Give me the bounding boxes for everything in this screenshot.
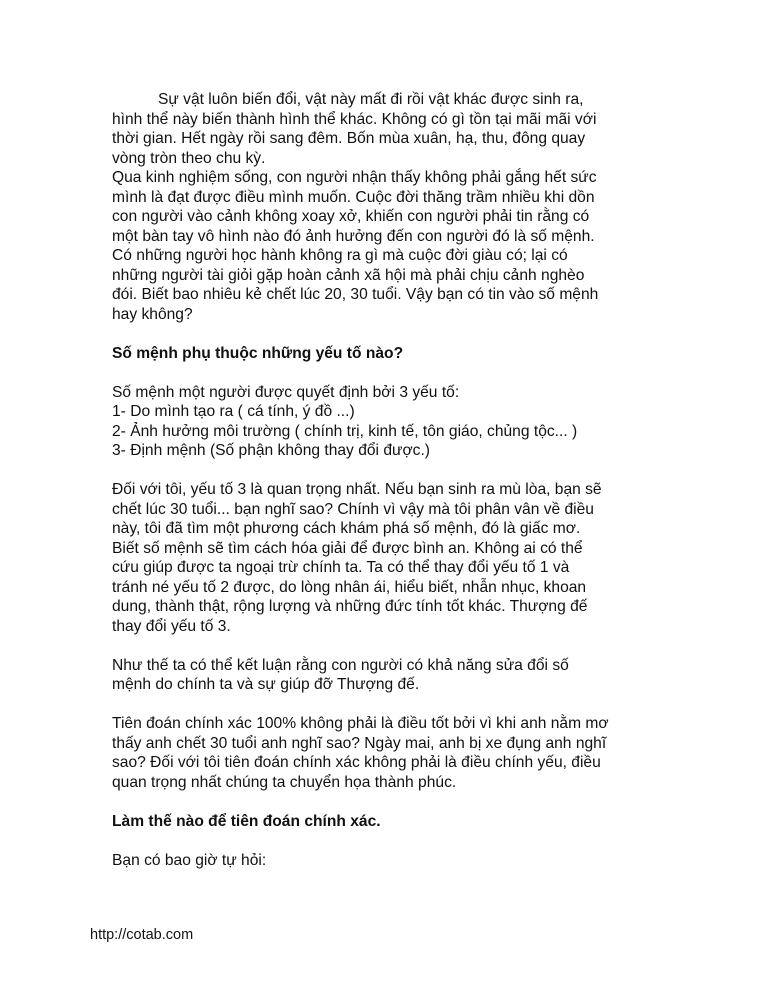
paragraph-gap (112, 461, 672, 481)
paragraph-gap (112, 324, 672, 344)
text-line: Qua kinh nghiệm sống, con người nhận thấy không phải gắng hết sức (112, 169, 597, 186)
text-line: thời gian. Hết ngày rồi sang đêm. Bốn mùa xuân, hạ, thu, đông quay (112, 130, 586, 147)
factor-item: 3- Định mệnh (Số phận không thay đổi được.) (112, 442, 430, 459)
text-line: con người vào cảnh không xoay xở, khiến con người phải tin rằng có (112, 208, 590, 225)
text-line: cứu giúp được ta ngoại trừ chính ta. Ta có thể thay đổi yếu tố 1 và (112, 559, 570, 576)
text-line: sao? Đối với tôi tiên đoán chính xác không phải là điều chính yếu, điều (112, 754, 601, 771)
paragraph-gap (112, 831, 672, 851)
text-line: Sự vật luôn biến đổi, vật này mất đi rồi vật khác được sinh ra, (158, 91, 584, 108)
text-line: Đối với tôi, yếu tố 3 là quan trọng nhất. Nếu bạn sinh ra mù lòa, bạn sẽ (112, 481, 602, 498)
text-line: Tiên đoán chính xác 100% không phải là điều tốt bởi vì khi anh nằm mơ (112, 715, 609, 732)
text-line: một bàn tay vô hình nào đó ảnh hưởng đến con người đó là số mệnh. (112, 227, 595, 245)
factors-intro: Số mệnh một người được quyết định bởi 3 yếu tố: (112, 383, 460, 401)
text-line: hình thể này biến thành hình thể khác. Không có gì tồn tại mãi mãi với (112, 110, 597, 128)
prediction-paragraph (112, 714, 672, 792)
opinion-paragraph (112, 480, 672, 636)
text-line: đói. Biết bao nhiêu kẻ chết lúc 20, 30 tuổi. Vậy bạn có tin vào số mệnh (112, 286, 599, 303)
text-line: tránh né yếu tố 2 được, do lòng nhân ái, hiểu biết, nhẫn nhục, khoan (112, 578, 587, 596)
text-line: vòng tròn theo chu kỳ. (112, 149, 266, 167)
text-line: Có những người học hành không ra gì mà cuộc đời giàu có; lại có (112, 247, 568, 264)
text-line: Như thế ta có thể kết luận rằng con người có khả năng sửa đổi số (112, 656, 569, 674)
factor-item: 1- Do mình tạo ra ( cá tính, ý đồ ...) (112, 403, 355, 420)
text-line: quan trọng nhất chúng ta chuyển họa thành phúc. (112, 773, 457, 791)
section-heading-destiny-factors: Số mệnh phụ thuộc những yếu tố nào? (112, 344, 404, 362)
paragraph-gap (112, 363, 672, 383)
text-line: hay không? (112, 305, 193, 323)
conclusion-paragraph (112, 656, 672, 695)
text-line: dung, thành thật, rộng lượng và những đức tính tốt khác. Thượng đế (112, 598, 588, 615)
section-heading-accurate-prediction: Làm thế nào để tiên đoán chính xác. (112, 812, 381, 830)
text-line: này, tôi đã tìm một phương cách khám phá số mệnh, đó là giấc mơ. (112, 520, 581, 537)
factor-item: 2- Ảnh hưởng môi trường ( chính trị, kinh tế, tôn giáo, chủng tộc... ) (112, 422, 578, 440)
closing-question: Bạn có bao giờ tự hỏi: (112, 851, 267, 869)
paragraph-gap (112, 695, 672, 715)
text-line: mệnh do chính ta và sự giúp đỡ Thượng đế. (112, 676, 420, 693)
text-line: Biết số mệnh sẽ tìm cách hóa giải để được bình an. Không ai có thể (112, 539, 583, 557)
text-line: chết lúc 30 tuổi... bạn nghĩ sao? Chính vì vậy mà tôi phân vân về điều (112, 500, 594, 518)
document-body (112, 90, 672, 870)
paragraph-gap (112, 636, 672, 656)
text-line: thấy anh chết 30 tuổi anh nghĩ sao? Ngày mai, anh bị xe đụng anh nghĩ (112, 734, 607, 752)
text-line: mình là đạt được điều mình muốn. Cuộc đời thăng trầm nhiều khi dồn (112, 188, 595, 206)
text-line: những người tài giỏi gặp hoàn cảnh xã hội mà phải chịu cảnh nghèo (112, 266, 585, 284)
factors-list (112, 383, 672, 461)
paragraph-gap (112, 792, 672, 812)
text-line: thay đổi yếu tố 3. (112, 617, 231, 635)
intro-paragraph (112, 90, 672, 324)
footer-url: http://cotab.com (90, 927, 194, 943)
